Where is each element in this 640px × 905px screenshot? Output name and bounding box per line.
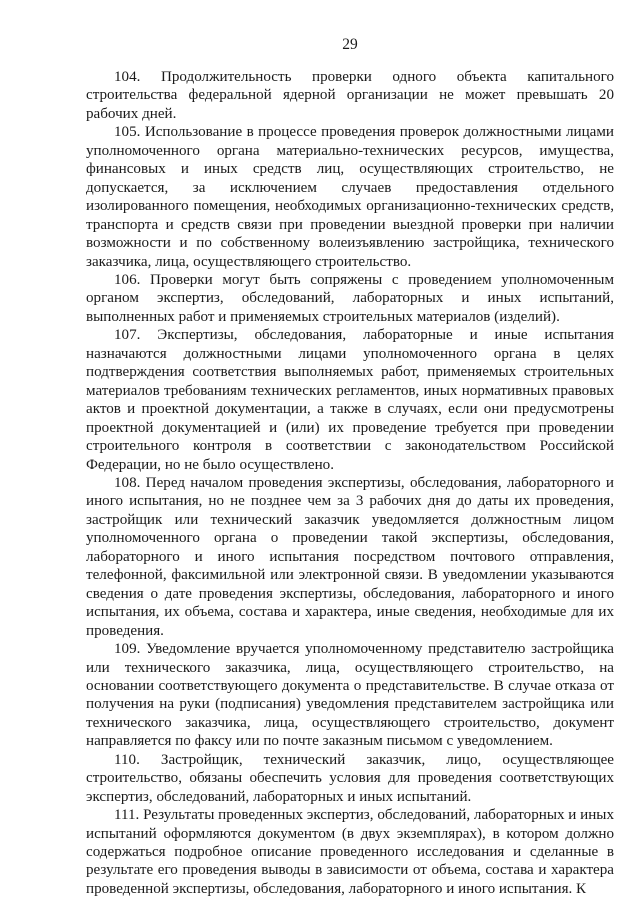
paragraph-106: 106. Проверки могут быть сопряжены с проведением уполномоченным органом экспертиз, обследований, лабораторных и иных испытаний, выполненных работ и применяемых строительных материалов (изделий). <box>86 271 614 325</box>
document-body <box>86 68 614 898</box>
paragraph-110: 110. Застройщик, технический заказчик, лицо, осуществляющее строительство, обязаны обеспечить условия для проведения соответствующих экспертиз, обследований, лабораторных и иных испытаний. <box>86 751 614 805</box>
page-number: 29 <box>342 36 358 53</box>
paragraph-108: 108. Перед началом проведения экспертизы, обследования, лабораторного и иного испытания, но не позднее чем за 3 рабочих дня до даты их проведения, застройщик или технический заказчик уведомляется должностным лицом уполномоченного органа о проведении такой экспертизы, обследования, лабораторного и иного испытания посредством почтового отправления, телефонной, факсимильной или электронной связи. В уведомлении указываются сведения о дате проведения экспертизы, обследования, лабораторного и иного испытания, их объема, состава и характера, иные сведения, необходимые для их проведения. <box>86 474 614 639</box>
paragraph-111: 111. Результаты проведенных экспертиз, обследований, лабораторных и иных испытаний оформляются документом (в двух экземплярах), в котором должно содержаться подробное описание проведенного исследования и сделанные в результате его проведения выводы в зависимости от объема, состава и характера проведенной экспертизы, обследования, лабораторного и иного испытания. К <box>86 807 614 897</box>
paragraph-109: 109. Уведомление вручается уполномоченному представителю застройщика или технического заказчика, лица, осуществляющего строительство, на основании соответствующего документа о представительстве. В случае отказа от получения на руки (подписания) уведомления представителем застройщика или технического заказчика, лица, осуществляющего строительство, документ направляется по факсу или по почте заказным письмом с уведомлением. <box>86 641 614 750</box>
paragraph-107: 107. Экспертизы, обследования, лабораторные и иные испытания назначаются должностными лицами уполномоченного органа в целях подтверждения соответствия выполняемых работ, применяемых строительных материалов требованиям технических регламентов, иных нормативных правовых актов и проектной документации, а также в случаях, если они предусмотрены проектной документацией и (или) их проведение требуется при проведении строительного контроля в соответствии с законодательством Российской Федерации, но не было осуществлено. <box>86 327 614 473</box>
paragraph-104: 104. Продолжительность проверки одного объекта капитального строительства федеральной ядерной организации не может превышать 20 рабочих дней. <box>86 69 614 122</box>
paragraph-105: 105. Использование в процессе проведения проверок должностными лицами уполномоченного органа материально-технических ресурсов, имущества, финансовых и иных средств лиц, осуществляющих строительство, не допускается, за исключением случаев предоставления отдельного изолированного помещения, необходимых организационно-технических средств, транспорта и средств связи при проведении выездной проверки при наличии возможности и по собственному волеизъявлению застройщика, технического заказчика, лица, осуществляющего строительство. <box>86 124 614 270</box>
